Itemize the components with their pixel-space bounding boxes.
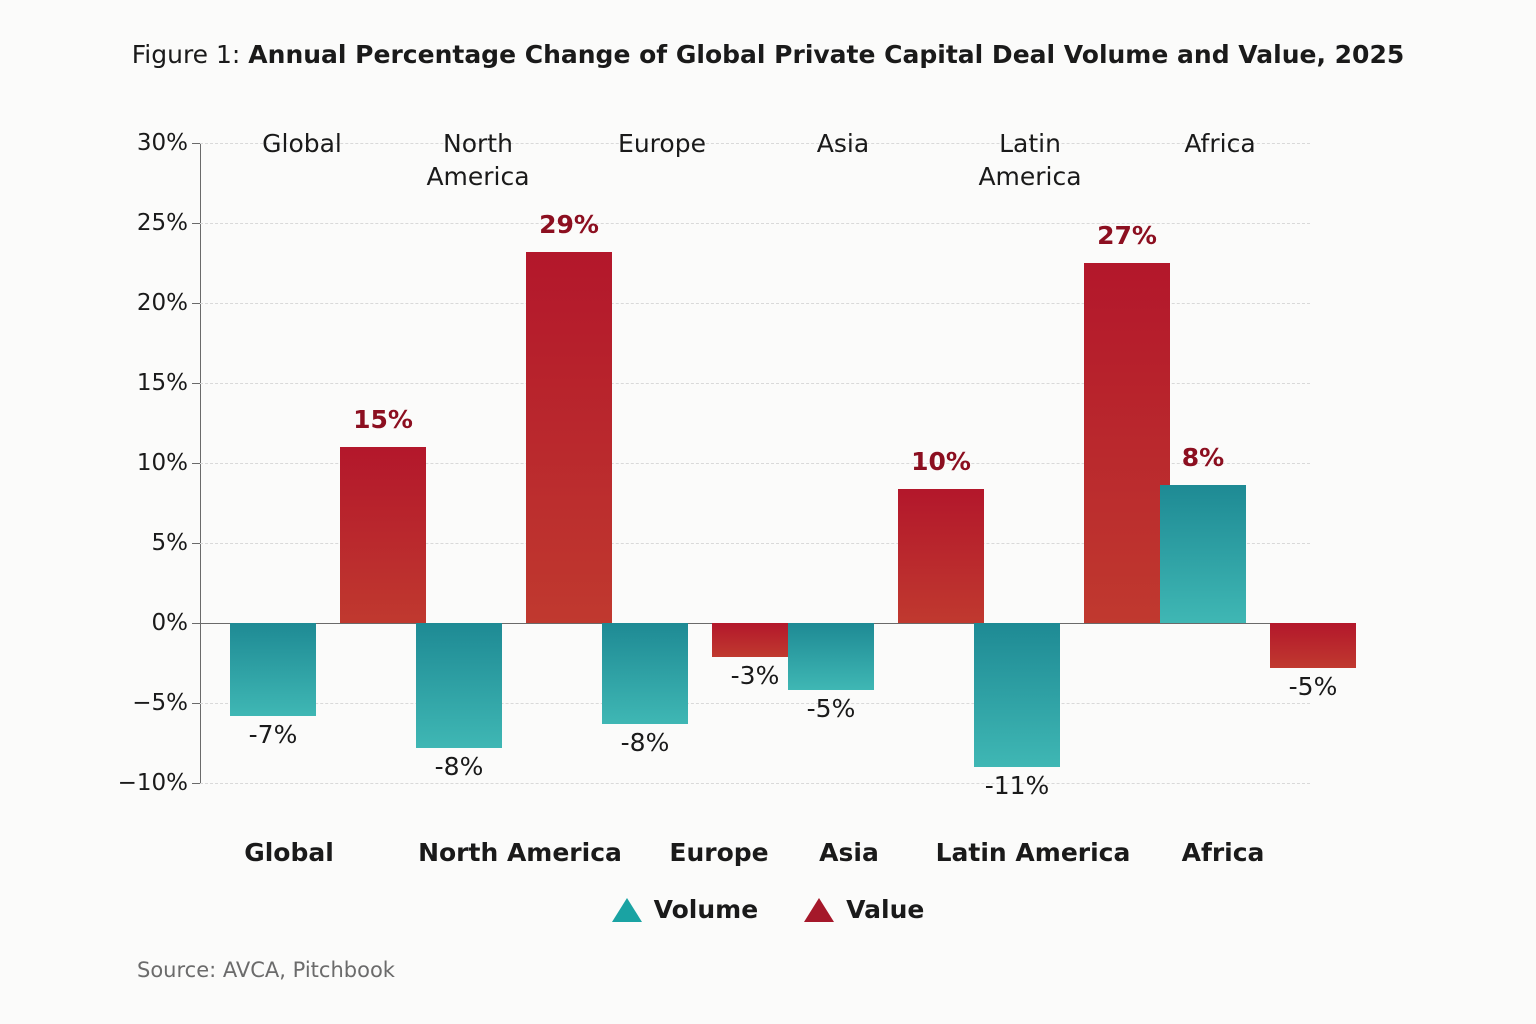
category-label-global: Global (244, 838, 334, 867)
tick-mark-10 (192, 463, 200, 464)
y-tick-label-10: 10% (136, 450, 188, 476)
bar-chart (117, 120, 1420, 810)
tick-mark-15 (192, 383, 200, 384)
page-title (0, 40, 1536, 70)
category-label-asia: Asia (819, 838, 879, 867)
bar-label-volume-global: -7% (248, 720, 298, 749)
bar-label-value-latin-america: 27% (1097, 221, 1157, 250)
bar-label-volume-africa: 8% (1181, 443, 1225, 472)
bar-label-value-asia: 10% (911, 447, 971, 476)
chart-legend (0, 895, 1536, 924)
group-header-europe: Europe (618, 129, 706, 158)
bar-label-value-north-america: 29% (539, 210, 599, 239)
category-label-europe: Europe (669, 838, 769, 867)
bar-label-volume-asia: -5% (806, 694, 856, 723)
tick-mark-minus5 (192, 703, 200, 704)
y-tick-label-5: 5% (151, 530, 188, 556)
y-tick-label-0: 0% (151, 610, 188, 636)
tick-mark-0 (192, 623, 200, 624)
legend-item-value[interactable] (804, 895, 924, 924)
bar-volume-north-america[interactable] (416, 623, 502, 748)
group-header-latin-america-line2: America (978, 161, 1082, 191)
group-header-asia: Asia (816, 129, 870, 158)
tick-mark-5 (192, 543, 200, 544)
bar-label-value-europe: -3% (730, 661, 780, 690)
group-header-africa: Africa (1184, 129, 1256, 158)
bar-volume-latin-america[interactable] (974, 623, 1060, 767)
tick-mark-minus10 (192, 783, 200, 784)
bar-label-volume-north-america: -8% (434, 752, 484, 781)
bar-value-north-america[interactable] (526, 252, 612, 623)
triangle-up-icon-volume (612, 898, 642, 922)
y-tick-label-25: 25% (136, 210, 188, 236)
category-label-africa: Africa (1181, 838, 1265, 867)
y-tick-label-minus10: −10% (117, 770, 188, 796)
bar-label-volume-latin-america: -11% (984, 771, 1050, 800)
group-header-global: Global (262, 129, 342, 158)
bar-value-europe[interactable] (712, 623, 798, 657)
category-label-latin-america: Latin America (935, 838, 1131, 867)
triangle-up-icon-value (804, 898, 834, 922)
y-tick-label-20: 20% (136, 290, 188, 316)
plot-area (117, 130, 1338, 800)
bar-label-value-global: 15% (353, 405, 413, 434)
figure-title: Annual Percentage Change of Global Private Capital Deal Volume and Value, 2025 (248, 40, 1405, 69)
legend-label-value: Value (846, 895, 925, 924)
bar-label-volume-europe: -8% (620, 728, 670, 757)
source-note: Source: AVCA, Pitchbook (137, 958, 395, 982)
y-tick-label-minus5: −5% (132, 690, 188, 716)
y-tick-label-15: 15% (136, 370, 188, 396)
group-header-north-america-line1: North (443, 129, 513, 158)
gridline-minus10 (200, 783, 1310, 784)
figure-number: Figure 1: (131, 40, 249, 69)
legend-label-volume: Volume (653, 895, 759, 924)
bar-label-value-africa: -5% (1288, 672, 1338, 701)
bar-value-global[interactable] (340, 447, 426, 623)
legend-item-volume[interactable] (612, 895, 759, 924)
group-header-latin-america-line1: Latin (999, 129, 1061, 158)
tick-mark-25 (192, 223, 200, 224)
group-header-north-america-line2: America (426, 161, 530, 191)
category-label-north-america: North America (418, 838, 622, 867)
bar-value-africa[interactable] (1270, 623, 1356, 668)
y-tick-label-30: 30% (136, 130, 188, 156)
tick-mark-20 (192, 303, 200, 304)
bar-volume-africa[interactable] (1160, 485, 1246, 623)
bar-volume-asia[interactable] (788, 623, 874, 690)
bar-value-asia[interactable] (898, 489, 984, 623)
bar-volume-global[interactable] (230, 623, 316, 716)
